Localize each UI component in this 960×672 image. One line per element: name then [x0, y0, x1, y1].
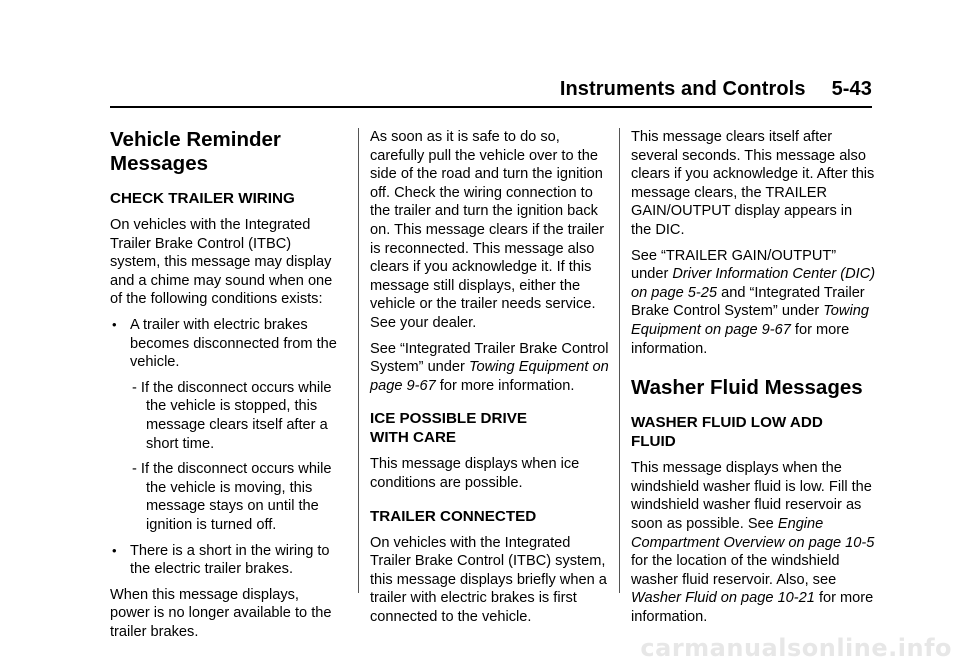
- column-2: [370, 128, 610, 633]
- section-title-vehicle-reminder: Vehicle Reminder Messages: [110, 128, 281, 175]
- towing-equipment-link[interactable]: Towing Equipment on page 9-67: [631, 303, 869, 338]
- see-reference-paragraph: See “Integrated Trailer Brake Control System” under Towing Equipment on page 9-67 for more information.: [370, 340, 609, 394]
- column-divider-1: [358, 128, 359, 593]
- watermark: carmanualsonline.info: [640, 634, 952, 662]
- page-number: 5-43: [831, 78, 872, 100]
- heading-washer-fluid-low: WASHER FLUID LOW ADD FLUID: [631, 414, 823, 451]
- washer-fluid-link[interactable]: Washer Fluid on page 10-21: [631, 590, 815, 607]
- washer-fluid-paragraph: This message displays when the windshield washer fluid is low. Fill the windshield washer fluid reservoir as soon as possible. See Engine Compartment Overview on page 10-5 for the location of the windshield washer fluid reservoir. Also, see Washer Fluid on page 10-21 for more information.: [631, 460, 875, 625]
- ice-paragraph: This message displays when ice conditions are possible.: [370, 456, 580, 491]
- header-title: Instruments and Controls: [559, 78, 806, 100]
- heading-trailer-connected: TRAILER CONNECTED: [370, 507, 537, 525]
- towing-equipment-link[interactable]: Towing Equipment on page 9-67: [370, 359, 609, 394]
- heading-ice-possible: ICE POSSIBLE DRIVE WITH CARE: [370, 410, 527, 447]
- section-title-washer-fluid: Washer Fluid Messages: [631, 376, 863, 400]
- column-divider-2: [619, 128, 620, 593]
- intro-paragraph: On vehicles with the Integrated Trailer Brake Control (ITBC) system, this message may display and a chime may sound when one of the following conditions exists:: [110, 217, 333, 308]
- column-1: [110, 128, 342, 648]
- trailer-connected-paragraph: On vehicles with the Integrated Trailer Brake Control (ITBC) system, this message displays briefly when a trailer with electric brakes is first connected to the vehicle.: [370, 534, 607, 625]
- sub-item-stopped: - If the disconnect occurs while the vehicle is stopped, this message clears itself after a short time.: [132, 379, 332, 452]
- header-rule: [110, 106, 872, 108]
- see-dic-paragraph: See “TRAILER GAIN/OUTPUT” under Driver Information Center (DIC) on page 5-25 and “Integrated Trailer Brake Control System” under Towing Equipment on page 9-67 for more information.: [631, 247, 876, 357]
- engine-compartment-link[interactable]: Engine Compartment Overview on page 10-5: [631, 515, 875, 551]
- page-header: [0, 78, 872, 101]
- sub-item-moving: - If the disconnect occurs while the vehicle is moving, this message stays on until the ignition is turned off.: [132, 461, 332, 533]
- bullet-item-short: • There is a short in the wiring to the electric trailer brakes.: [110, 542, 342, 579]
- closing-paragraph: When this message displays, power is no longer available to the trailer brakes.: [110, 586, 332, 640]
- heading-check-trailer-wiring: CHECK TRAILER WIRING: [110, 190, 295, 207]
- column-3: [631, 128, 876, 633]
- bullet-item-disconnected: • A trailer with electric brakes becomes disconnected from the vehicle.: [110, 316, 342, 372]
- dic-link[interactable]: Driver Information Center (DIC) on page 5-25: [631, 266, 876, 301]
- clears-paragraph: This message clears itself after several seconds. This message also clears if you acknowledge it. After this message clears, the TRAILER GAIN/OUTPUT display appears in the DIC.: [631, 129, 875, 238]
- safe-stop-paragraph: As soon as it is safe to do so, carefully pull the vehicle over to the side of the road and turn the ignition off. Check the wiring connection to the trailer and turn the ignition back on. This message clears if the trailer is reconnected. This message also clears if you acknowledge it. If this message still displays, either the vehicle or the trailer needs service. See your dealer.: [370, 129, 605, 331]
